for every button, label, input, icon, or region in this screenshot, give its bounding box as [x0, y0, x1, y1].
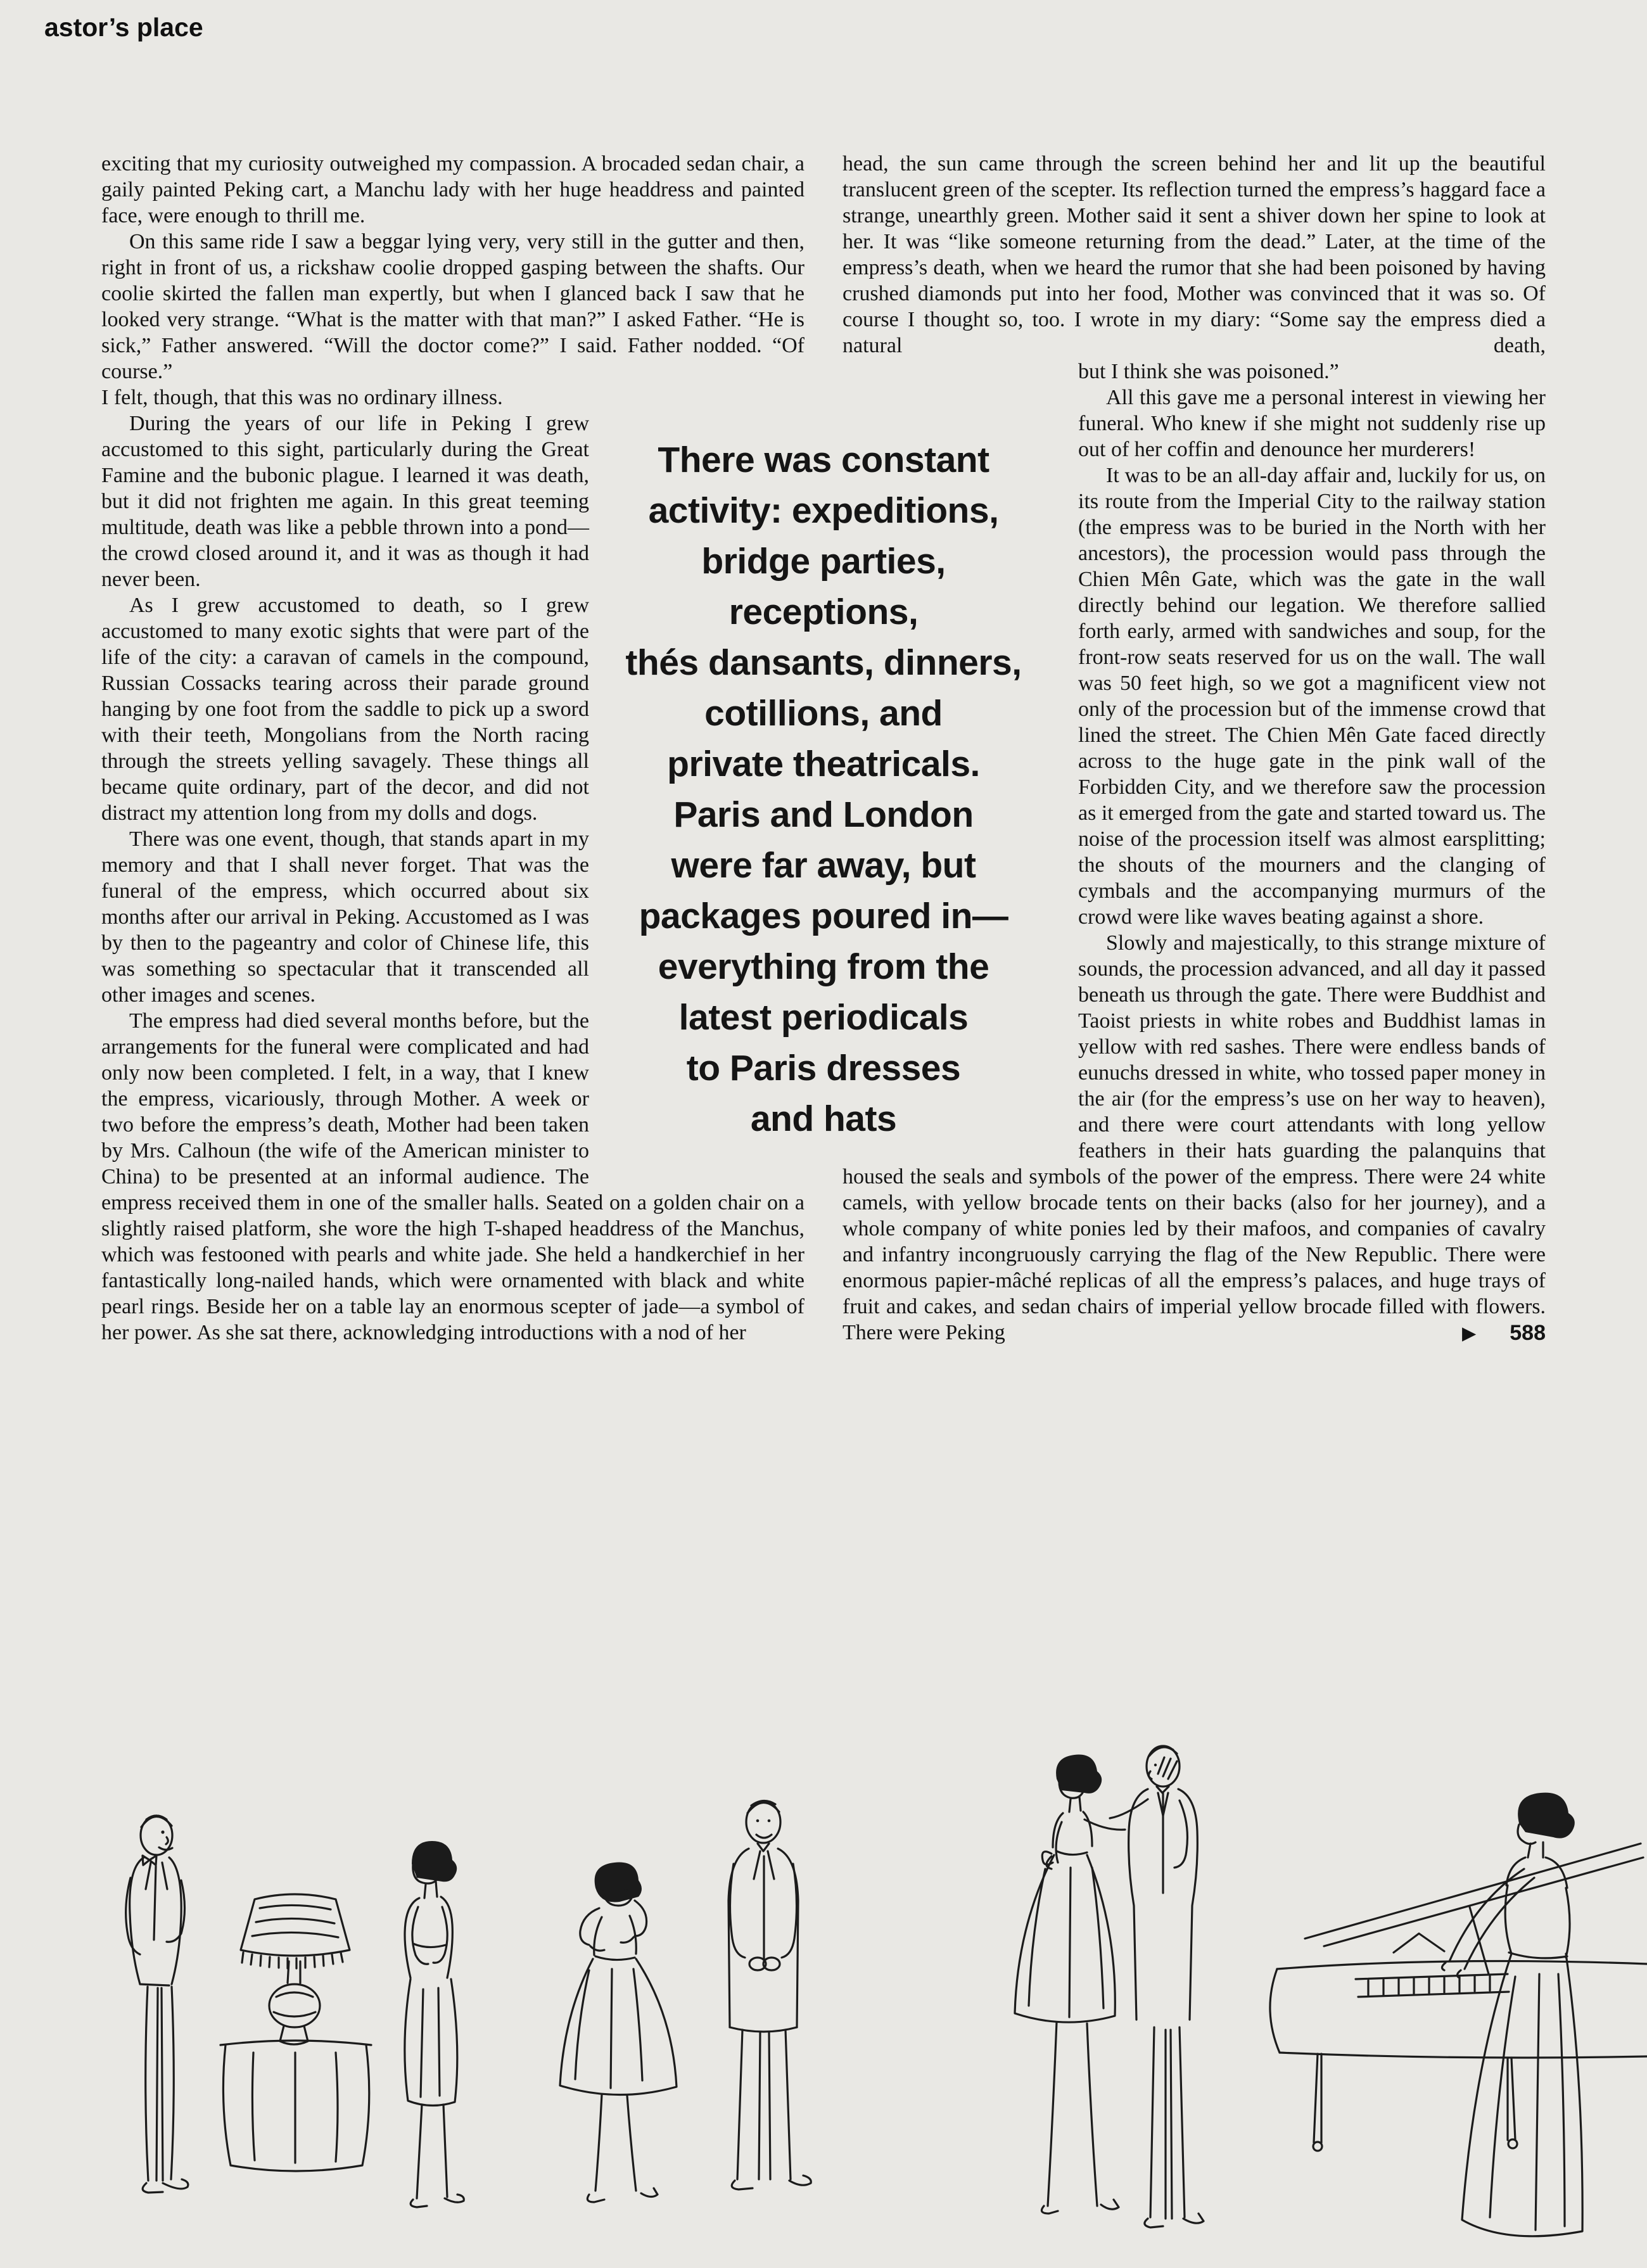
body-paragraph: As I grew accustomed to death, so I grew accustomed to many exotic sights that were part of the life of the city: a caravan of camels in the compound, Russian Cossacks tearing across their parade ground hanging by one foot from the saddle to pick up a sword with their teeth, Mongolians from the North racing through the streets yelling savagely. These things all became quite ordinary, part of the decor, and did not distract my attention long from my dolls and dogs.	[101, 594, 589, 825]
pull-quote-line: cotillions, and	[704, 693, 943, 734]
standing-man-drawing	[728, 1800, 811, 2189]
pull-quote-line: everything from the	[658, 946, 989, 987]
couple-woman-drawing	[1015, 1755, 1125, 2214]
pull-quote-line: bridge parties,	[701, 541, 946, 582]
pianist-woman-drawing	[1442, 1793, 1582, 2236]
page-title: astor’s place	[44, 13, 203, 42]
pull-quote-line: latest periodicals	[678, 997, 969, 1038]
body-paragraph: head, the sun came through the screen behind her and lit up the beautiful translucent green of the scepter. Its reflection turned the empress’s haggard face a strange, unearthly green. Mother said it sent a shiver down her spine to look at her. It was “like someone returning from the dead.” Later, at the time of the empress’s death, when we heard the rumor that she had been poisoned by having crushed diamonds put into her food, Mother was convinced that it was so. Of course I thought so, too. I wrote in my diary: “Some say the empress died a natural death,	[843, 152, 1546, 357]
guest-woman-drawing	[405, 1841, 464, 2207]
pull-quote-line: thés dansants, dinners,	[625, 642, 1022, 683]
pull-quote-line: Paris and London	[673, 794, 974, 835]
lamp-table-drawing	[220, 1894, 371, 2171]
continuation-page-number: 588	[1510, 1321, 1546, 1345]
continuation-arrow-icon: ▶	[1461, 1322, 1477, 1344]
body-paragraph: All this gave me a personal interest in viewing her funeral. Who knew if she might not suddenly rise up out of her coffin and denounce her murderers!	[1078, 386, 1546, 461]
pull-quote	[595, 435, 1052, 1144]
pull-quote-line: and hats	[750, 1099, 897, 1139]
body-paragraph: There was one event, though, that stands apart in my memory and that I shall never forget. That was the funeral of the empress, which occurred about six months after our arrival in Peking. Accustomed as I was by then to the pageantry and color of Chinese life, this was something so spectacular that it transcended all other images and scenes.	[101, 827, 589, 1007]
body-paragraph: but I think she was poisoned.”	[1078, 360, 1339, 383]
pull-quote-line: to Paris dresses	[686, 1048, 961, 1088]
body-paragraph: The empress had died several months before, but the arrangements for the funeral were complicated and had only now been completed. I felt, in a way, that I knew the empress, vicariously, through Mother. A week or two before the empress’s death, Mother had been taken by Mrs. Calhoun (the wife of the American minister to China) to be presented at an informal audience. The empress received them in one of the smaller halls. Seated on a golden chair on a slightly raised platform, she wore the high T-shaped headdress of the Manchus, which was festooned with pearls and white jade. She held a handkerchief in her fantastically long-nailed hands, which were ornamented with black and white pearl rings. Beside her on a table lay an enormous scepter of jade—a symbol of her power. As she sat there, acknowledging introductions with a nod of her	[101, 1009, 804, 1344]
grand-piano-drawing	[1270, 1844, 1647, 2151]
body-paragraph: It was to be an all-day affair and, luckily for us, on its route from the Imperial City to the railway station (the empress was to be buried in the North with her ancestors), the procession would pass through the Chien Mên Gate, which was the gate in the wall directly behind our legation. We therefore sallied forth early, armed with sandwiches and soup, for the front-row seats reserved for us on the wall. The wall was 50 feet high, so we got a magnificent view not only of the procession but of the immense crowd that lined the street. The Chien Mên Gate faced directly across to the huge gate in the pink wall of the Forbidden City, and we therefore saw the procession as it emerged from the gate and started toward us. The noise of the procession itself was almost earsplitting; the shouts of the mourners and the clanging of cymbals and the accompanying murmurs of the crowd were like waves beating against a shore.	[1078, 464, 1546, 929]
party-scene-illustration	[0, 1698, 1647, 2268]
pull-quote-line: activity: expeditions,	[648, 490, 999, 531]
pull-quote-line: private theatricals.	[667, 744, 980, 784]
body-paragraph: During the years of our life in Peking I grew accustomed to this sight, particularly during the Great Famine and the bubonic plague. I learned it was death, but it did not frighten me again. In this great teeming multitude, death was like a pebble thrown into a pond—the crowd closed around it, and it was as though it had never been.	[101, 412, 589, 591]
dancing-girl-drawing	[560, 1863, 677, 2202]
body-paragraph: exciting that my curiosity outweighed my compassion. A brocaded sedan chair, a gaily painted Peking cart, a Manchu lady with her huge headdress and painted face, were enough to thrill me.	[101, 152, 804, 227]
body-paragraph: On this same ride I saw a beggar lying very, very still in the gutter and then, right in front of us, a rickshaw coolie dropped gasping between the shafts. Our coolie skirted the fallen man expertly, but when I glanced back I saw that he looked very strange. “What is the matter with that man?” I asked Father. “He is sick,” Father answered. “Will the doctor come?” I said. Father nodded. “Of course.”	[101, 230, 804, 383]
couple-man-drawing	[1110, 1746, 1204, 2227]
pull-quote-line: packages poured in—	[639, 896, 1008, 936]
continuation-marker	[1434, 1322, 1546, 1344]
guest-man-left-drawing	[126, 1816, 188, 2193]
pull-quote-line: receptions,	[728, 592, 919, 632]
body-paragraph: I felt, though, that this was no ordinary illness.	[101, 386, 503, 409]
pull-quote-line: There was constant	[658, 440, 989, 480]
body-paragraph-text: Slowly and majestically, to this strange mixture of sounds, the procession advanced, and all day it passed beneath us through the gate. There were Buddhist and Taoist priests in white robes and Buddhist lamas in yellow with red sashes. There were endless bands of eunuchs dressed in white, who tossed paper money in the air (for the empress’s use on her way to heaven), and there were court attendants with long yellow feathers in their hats guarding the palanquins that housed the seals and symbols of the power of the empress. There were 24 white camels, with yellow brocade tents on their backs (also for her journey), and a whole company of white ponies led by their mafoos, and companies of cavalry and infantry incongruously carrying the flag of the New Republic. There were enormous papier-mâché replicas of all the empress’s palaces, and huge trays of fruit and cakes, and sedan chairs of imperial yellow brocade filled with flowers. There were Peking	[843, 931, 1546, 1344]
pull-quote-line: were far away, but	[671, 845, 976, 886]
